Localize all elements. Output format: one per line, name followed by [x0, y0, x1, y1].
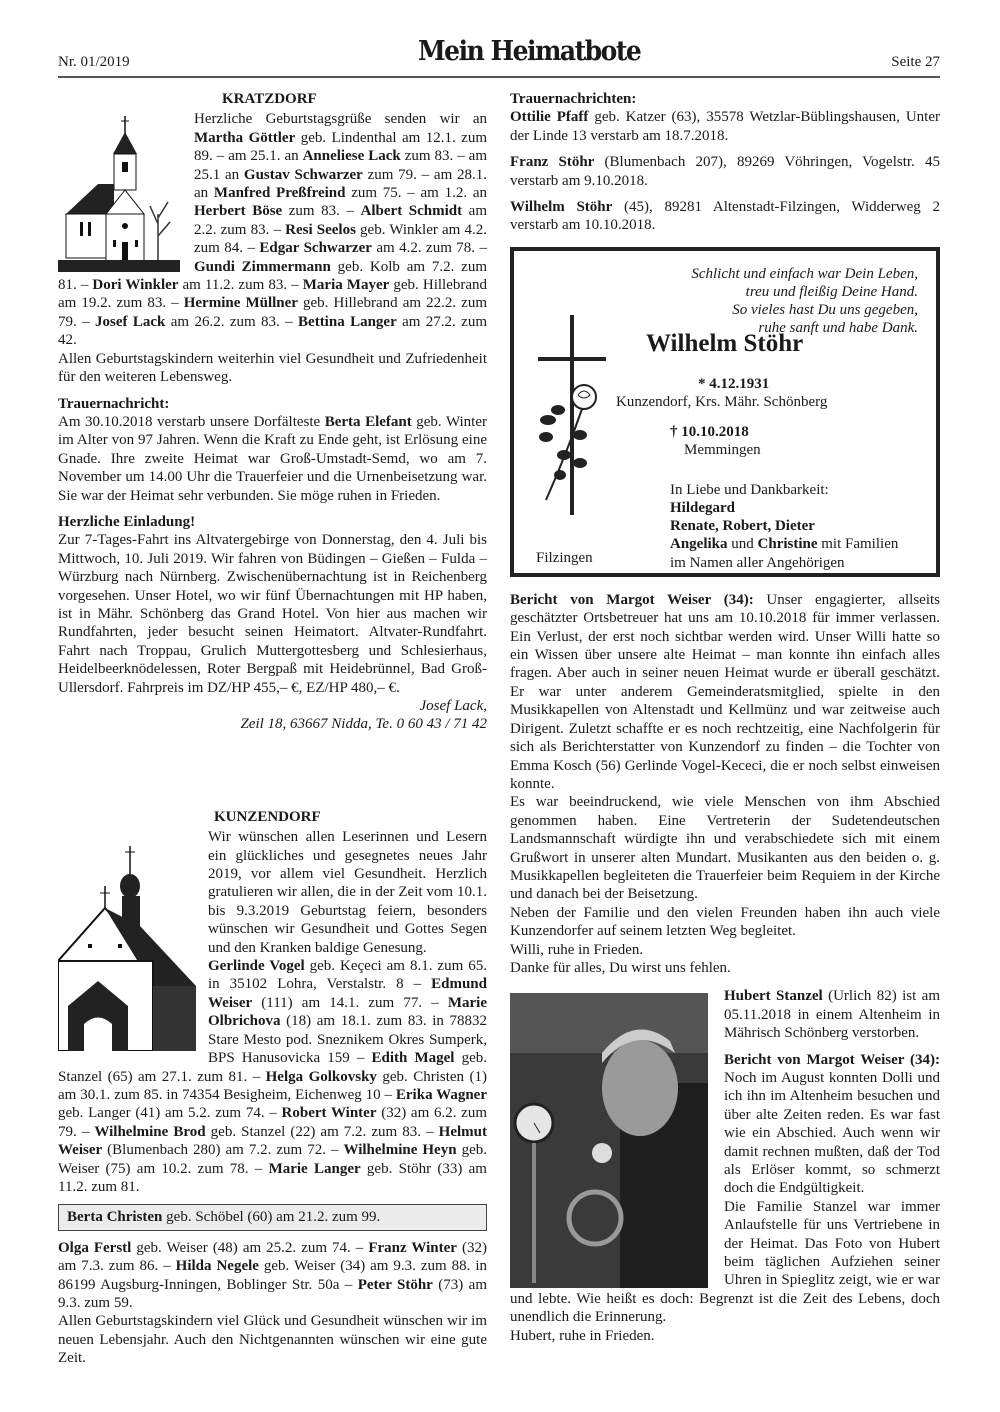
text-run: am 2.2. zum 83. – — [194, 203, 487, 238]
text-run: geb. Christen (1) am 30.1. zum 85. in 74354 Besigheim, Eichenweg 10 – — [58, 1068, 487, 1103]
bold-name: Gustav Schwarzer — [243, 166, 363, 183]
text-run: Danke für alles, Du wirst uns fehlen. — [510, 959, 731, 976]
text-run: Willi, ruhe in Frieden. — [510, 941, 644, 958]
report-paragraph — [510, 904, 940, 941]
text-run: (32) am 7.3. zum 86. – — [58, 1239, 487, 1275]
report-paragraph — [510, 591, 940, 793]
text-run: zum 79. – am 28.1. an — [194, 166, 487, 202]
bold-name: Marie Olbrichova — [208, 994, 487, 1030]
text-run: am 4.2. zum 78. – — [371, 240, 487, 257]
birth-date: * 4.12.1931 — [698, 375, 770, 392]
bold-name: Franz Winter — [368, 1239, 457, 1256]
bold-name: Erika Wagner — [395, 1086, 487, 1103]
death-notice — [510, 108, 940, 145]
text-run: Die Familie Stanzel war immer Anlaufstelle für uns Vertriebene in der Heimat. Das Foto von Hubert beim täglichen Aufziehen seiner Uhren in Spieglitz zeigt, wie er war und lebte. Wie heißt es doch: Begrenzt ist die Zeit des Lebens, doch unendlich die Erinnerung. — [510, 1198, 940, 1326]
left-column — [58, 90, 487, 1368]
bold-name: Berta Elefant — [324, 413, 412, 430]
text-run: geb. Katzer (63), 35578 Wetzlar-Büblingshausen, Unter der Linde 13 verstarb am 18.7.2018. — [510, 109, 940, 144]
text-run: geb. Hillebrand am 19.2. zum 83. – — [58, 277, 488, 312]
bold-name: Resi Seelos — [285, 221, 356, 238]
report-paragraph — [510, 793, 940, 903]
text-run: und — [727, 536, 758, 553]
bold-name: Bericht von Margot Weiser (34): — [510, 591, 754, 608]
signature-address: Zeil 18, 63667 Nidda, Te. 0 60 43 / 71 42 — [240, 716, 487, 733]
bold-name: Olga Ferstl — [58, 1239, 132, 1256]
bold-name: Hermine Müllner — [183, 295, 298, 312]
text-run: geb. Kolb am 7.2. zum 81. – — [58, 258, 487, 294]
text-run: Hubert, ruhe in Frieden. — [510, 1327, 655, 1344]
poem-line: Schlicht und einfach war Dein Leben, — [691, 265, 918, 282]
bold-name: Helmut Weiser — [58, 1123, 487, 1159]
bold-name: Josef Lack — [95, 313, 166, 330]
mourners-closing: im Namen aller Angehörigen — [670, 554, 845, 571]
text-run: geb. Winter im Alter von 97 Jahren. Wenn die Kraft zu Ende geht, ist Erlösung eine Gnade. Ihre zweite Heimat war Groß-Umstadt-Semd, wo am 7. November um 14.00 Uhr die Trauerfeier und die Urnenbeisetzung war. Sie war der Heimat sehr verbunden. Sie möge ruhen in Frieden. — [58, 413, 487, 504]
poem-line: treu und fleißig Deine Hand. — [745, 284, 918, 301]
text-run: (32) am 6.2. zum 79. – — [58, 1105, 488, 1140]
bold-name: Robert Winter — [281, 1105, 377, 1122]
bold-name: Ottilie Pfaff — [510, 109, 589, 126]
text-run: geb. Lindenthal am 12.1. zum 89. – am 25.1. an — [194, 129, 488, 165]
issue-number: Nr. 01/2019 — [58, 54, 130, 70]
death-notice — [510, 153, 940, 190]
report-paragraph — [510, 959, 940, 977]
text-run: (Blumenbach 207), 89269 Vöhringen, Vogelstr. 45 verstarb am 9.10.2018. — [510, 154, 940, 189]
poem-line: So vieles hast Du uns gegeben, — [732, 302, 918, 319]
obituary-place: Filzingen — [536, 549, 593, 566]
mourning-news-heading: Trauernachrichten: — [510, 91, 637, 107]
bold-name: Edgar Schwarzer — [259, 240, 372, 257]
text-run: geb. Weiser (48) am 25.2. zum 74. – — [131, 1239, 369, 1256]
report-paragraph — [510, 941, 940, 959]
bold-name: Martha Göttler — [194, 129, 296, 146]
bold-name: Christine — [757, 536, 818, 553]
bold-name: Edmund Weiser — [208, 976, 487, 1011]
signature-name: Josef Lack, — [419, 698, 487, 714]
text-run: (18) am 18.1. zum 83. in 78832 Stare Mesto pod. Sneznikem Okres Sumperk, BPS Hanusovicka 159 – — [208, 1013, 487, 1067]
text-run: Am 30.10.2018 verstarb unsere Dorfälteste — [58, 413, 325, 430]
bold-name: Berta Christen — [67, 1209, 163, 1226]
text-run: geb. Weiser (75) am 10.2. zum 78. – — [58, 1142, 487, 1177]
text-run: am 11.2. zum 83. – — [178, 277, 303, 294]
death-place: Memmingen — [684, 441, 761, 458]
bold-name: Marie Langer — [268, 1160, 361, 1177]
bold-name: Gerlinde Vogel — [208, 958, 305, 975]
mourners-intro: In Liebe und Dankbarkeit: — [670, 481, 829, 498]
text-run: (45), 89281 Altenstadt-Filzingen, Widderweg 2 verstarb am 10.10.2018. — [510, 199, 940, 234]
death-notice — [510, 198, 940, 235]
obituary-poem — [691, 265, 918, 338]
cross-with-rose-icon — [536, 315, 616, 515]
mourner-names: Renate, Robert, Dieter — [670, 518, 815, 535]
text-run: (Blumenbach 280) am 7.2. zum 72. – — [102, 1142, 344, 1159]
newspaper-logo: Mein Heimatbote — [418, 34, 641, 67]
mourners — [670, 481, 898, 572]
stanzel-report — [510, 1327, 940, 1345]
bold-name: Wilhelmine Heyn — [343, 1142, 457, 1159]
bold-name: Anneliese Lack — [302, 148, 401, 165]
bold-name: Hubert Stanzel — [724, 988, 823, 1005]
right-column — [510, 90, 940, 1345]
bold-name: Hilda Negele — [175, 1258, 259, 1275]
bold-name: Albert Schmidt — [360, 203, 463, 220]
text-run: geb. Keçeci am 8.1. zum 65. in 35102 Lohra, Verstalstr. 8 – — [208, 958, 487, 993]
text-run: (73) am 9.3. zum 59. — [58, 1276, 487, 1311]
deceased-name: Wilhelm Stöhr — [646, 329, 804, 357]
text-run: (Urlich 82) ist am 05.11.2018 in einem Altenheim in Mährisch Schönberg verstorben. — [724, 988, 940, 1042]
kratzdorf-wishes — [58, 350, 487, 387]
bold-name: Bettina Langer — [298, 313, 397, 330]
text-run: Wir wünschen allen Leserinnen und Lesern ein glückliches und gesegnetes neues Jahr 2019, vor allem viel Gesundheit. Herzlich gratulieren wir allen, die in der Zeit vom 10.1. bis 9.3.2019 Geburtstag feiern, besonders wünschen wir Gesundheit und Gottes Segen und den Kranken baldige Genesung. — [208, 829, 487, 956]
mourner-name: Hildegard — [670, 500, 736, 517]
section-heading-kunzendorf: KUNZENDORF — [214, 808, 321, 825]
photo-hubert-stanzel — [510, 993, 708, 1288]
bold-name: Angelika — [670, 536, 728, 553]
bold-name: Wilhelm Stöhr — [510, 199, 613, 216]
bold-name: Herbert Böse — [194, 203, 283, 220]
bold-name: Bericht von Margot Weiser (34): — [724, 1051, 940, 1068]
obituary-box — [510, 247, 940, 577]
text-run: zum 75. – am 1.2. an — [345, 185, 487, 202]
text-run: geb. Hillebrand am 22.2. zum 79. – — [58, 295, 487, 330]
text-run: am 27.2. zum 42. — [58, 313, 488, 349]
bold-name: Helga Golkovsky — [265, 1068, 377, 1085]
church-kunzendorf-illustration — [58, 846, 196, 1051]
bold-name: Manfred Preßfreind — [213, 185, 346, 202]
text-run: geb. Langer (41) am 5.2. zum 74. – — [58, 1105, 282, 1122]
mourner-names — [670, 535, 898, 553]
text-run: zum 83. – am 25.1 an — [194, 148, 487, 183]
bold-name: Wilhelmine Brod — [94, 1123, 206, 1140]
page-header — [58, 34, 940, 78]
invitation-heading: Herzliche Einladung! — [58, 513, 196, 530]
death-date: † 10.10.2018 — [670, 423, 749, 440]
text-run: Neben der Familie und den vielen Freunden haben ihn auch viele Kunzendorfer auf seinem letzten Weg begleitet. — [510, 904, 940, 940]
text-run: Herzliche Geburtstagsgrüße senden wir an — [194, 111, 487, 128]
text-run: geb. Schöbel (60) am 21.2. zum 99. — [162, 1209, 381, 1226]
invitation-text — [58, 531, 487, 697]
text-run: geb. Stanzel (22) am 7.2. zum 83. – — [205, 1123, 439, 1140]
text-run: Unser engagierter, allseits geschätzter Ortsbetreuer hat uns am 10.10.2018 für immer verlassen. Ein Verlust, der erst noch sichtbar werden wird. Unser Willi hatte so ein Wissen über unsere alte Heimat – man konnte ihn einfach alles fragen. Aber auch in seiner neuen Heimat wurde er überall geschätzt. Er war unter anderem Gemeinderatsmitglied, spielte in den Musikkapellen von Altenstadt und Kellmünz und war zeitweise auch Dirigent. Zuletzt schaffte er es noch rechtzeitig, eine Nachfolgerin für sich als Berichterstatter von Kunzendorf zu finden – die Tochter von Emma Kosch (56) Gerlinde Vogel-Kececi, die er noch selbst einweisen konnte. — [510, 591, 940, 792]
bold-name: Maria Mayer — [302, 277, 390, 294]
text-run: (111) am 14.1. zum 77. – — [252, 994, 448, 1011]
text-run: Allen Geburtstagskindern weiterhin viel Gesundheit und Zufriedenheit für den weiteren Lebensweg. — [58, 350, 487, 386]
kunzendorf-birthdays-cont — [58, 1239, 487, 1313]
bold-name: Dori Winkler — [92, 277, 179, 294]
bold-name: Gundi Zimmermann — [194, 258, 331, 275]
text-run: Allen Geburtstagskindern viel Glück und Gesundheit wünschen wir im neuen Lebensjahr. Auch den Nichtgenannten wünschen wir eine gute Zeit. — [58, 1313, 487, 1367]
mourning-text — [58, 413, 487, 505]
bold-name: Franz Stöhr — [510, 154, 595, 171]
text-run: Es war beeindruckend, wie viele Menschen von ihm Abschied genommen haben. Eine Vertreterin der Sudetendeutschen Landsmannschaft würdigte ihn und verabschiedete sich mit einem Grußwort in unserer alten Mundart. Musikanten aus den beiden o. g. Musikkapellen begleiteten die Trauerfeier beim Requiem in der Kirche und danach bei der Beisetzung. — [510, 794, 940, 903]
text-run: geb. Winkler am 4.2. zum 84. – — [194, 221, 487, 257]
text-run: geb. Weiser (34) am 9.3. zum 88. in 86199 Augsburg-Inningen, Boblinger Str. 50a – — [58, 1258, 488, 1293]
bold-name: Edith Magel — [371, 1050, 455, 1067]
section-heading-kratzdorf: KRATZDORF — [222, 91, 317, 107]
church-kratzdorf-illustration — [58, 114, 180, 274]
page-number: Seite 27 — [891, 54, 940, 70]
text-run: am 26.2. zum 83. – — [165, 313, 299, 330]
text-run: Zur 7-Tages-Fahrt ins Altvatergebirge von Donnerstag, den 4. Juli bis Mittwoch, 10. Juli 2019. Wir fahren von Büdingen – Gießen – Fulda – Würzburg nach Nürnberg. Zwischenübernachtung ist in Reichenberg vorgesehen. Unser Hotel, wo wir fünf Übernachtungen mit HP haben, ist in Mähr. Schönberg das Grand Hotel. Von hier aus machen wir Rundfahrten, jeder besucht seinen Heimatort. Altvater-Rundfahrt. Fahrt nach Troppau, Grulich Muttergottesberg und Schlesierhaus, Heidelbeerknödelessen, Roter Bergpaß mit Heidebrünnel, Bad Groß-Ullersdorf. Fahrpreis im DZ/HP 455,– €, EZ/HP 480,– €. — [58, 532, 487, 696]
text-run: Noch im August konnten Dolli und ich ihn im Altenheim besuchen und über alte Zeiten reden. Es war fast wie ein Abschied. Auch wenn wir damit rechnen mußten, daß der Tod als Erlöser kommt, so schmerzt doch die Endgültigkeit. — [724, 1070, 940, 1197]
bold-name: Peter Stöhr — [357, 1276, 433, 1293]
birth-place: Kunzendorf, Krs. Mähr. Schönberg — [616, 393, 828, 410]
text-run: mit Familien — [817, 536, 899, 553]
kunzendorf-wishes — [58, 1312, 487, 1367]
text-run: geb. Stanzel (65) am 27.1. zum 81. – — [58, 1050, 487, 1085]
poem-line: ruhe sanft und habe Dank. — [758, 320, 918, 337]
text-run: zum 83. – — [282, 203, 361, 220]
highlighted-birthday — [58, 1204, 487, 1230]
text-run: geb. Stöhr (33) am 11.2. zum 81. — [58, 1160, 487, 1195]
mourning-heading: Trauernachricht: — [58, 395, 170, 412]
